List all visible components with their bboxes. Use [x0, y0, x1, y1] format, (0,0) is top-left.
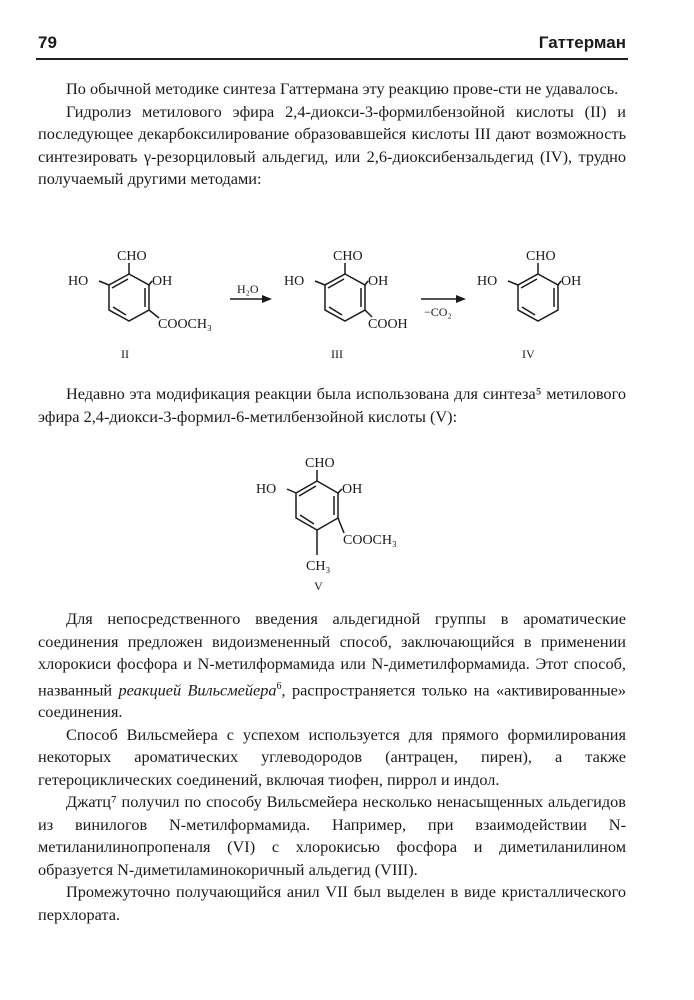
text-block-3: [38, 608, 626, 926]
ii-coo: COOCH₃: [158, 317, 212, 332]
p4-text-a: Для непосредственного введения альдегидной группы в ароматические соединения предложен видоизмененный способ, заключающийся в применении хлорокиси фосфора и N-метилформамида или N-диметилформамида. Этот способ, названный: [38, 609, 626, 699]
running-title: Гаттерман: [538, 33, 626, 52]
v-ch3: CH₃: [306, 559, 331, 574]
arrow-2-reagent: −CO₂: [424, 305, 452, 319]
iv-label: IV: [522, 347, 535, 361]
ii-ho: HO: [68, 274, 89, 289]
v-cho: CHO: [305, 456, 335, 471]
iv-cho: CHO: [526, 249, 556, 264]
iv-ho: HO: [477, 274, 498, 289]
p4-text-b: , распространяется только на «активированные» соединения.: [38, 679, 626, 722]
v-ho: HO: [256, 482, 277, 497]
ii-cho: CHO: [117, 249, 147, 264]
iii-oh: OH: [368, 274, 389, 289]
iv-oh: OH: [561, 274, 582, 289]
ii-label: II: [121, 347, 129, 361]
iii-label: III: [331, 347, 343, 361]
iii-cooh: COOH: [368, 317, 408, 332]
paragraph-2: Гидролиз метилового эфира 2,4-диокси-3-формилбензойной кислоты (II) и последующее декарбоксилирование образовавшейся кислоты III дают возможность синтезировать γ-резорциловый альдегид, или 2,6-диоксибензальдегид (IV), трудно получаемый другими методами:: [38, 101, 626, 188]
paragraph-1: По обычной методике синтеза Гаттермана эту реакцию прове-сти не удавалось.: [66, 79, 619, 98]
v-label: V: [314, 579, 323, 593]
compound-v-ring: [287, 470, 344, 555]
paragraph-7: Промежуточно получающийся анил VII был выделен в виде кристаллического перхлората.: [38, 882, 626, 924]
page-number: 79: [38, 33, 57, 52]
p4-italic: реакцией Вильсмейера: [118, 679, 277, 699]
paragraph-5: Способ Вильсмейера с успехом используется для прямого формилирования некоторых ароматических углеводородов (антрацен, пирен), а также гетероциклических соединений, включая тиофен, пиррол и индол.: [38, 724, 626, 789]
arrow-1-reagent: H₂O: [237, 282, 259, 296]
v-oh: OH: [342, 482, 363, 497]
ii-oh: OH: [152, 274, 173, 289]
paragraph-3: Недавно эта модификация реакции была использована для синтеза⁵ метилового эфира 2,4-диокси-3-формил-6-метилбензойной кислоты (V):: [38, 384, 626, 426]
iii-ho: HO: [284, 274, 305, 289]
v-cooch3: COOCH₃: [343, 533, 397, 548]
paragraph-4: [38, 608, 626, 724]
paragraph-6: Джатц⁷ получил по способу Вильсмейера несколько ненасыщенных альдегидов из винилогов N-метилформамида. Например, при взаимодействии N-метиланилинопропеналя (VI) с хлорокисью фосфора и диметиланилином образуется N-диметиламинокоричный альдегид (VIII).: [38, 792, 626, 879]
iii-cho: CHO: [333, 249, 363, 264]
p4-footnote: 6: [276, 680, 282, 692]
